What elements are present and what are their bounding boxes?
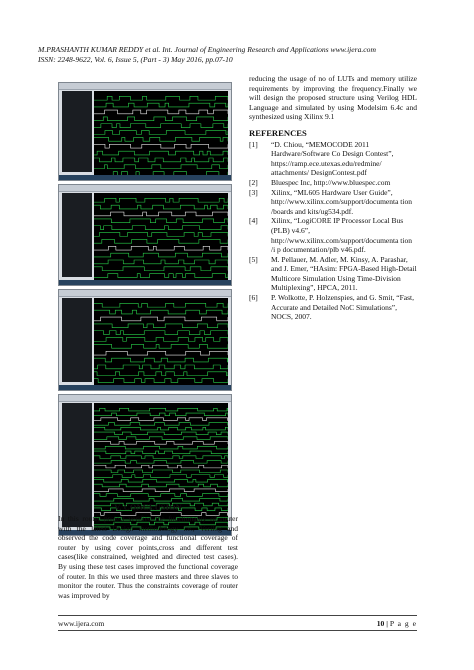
signal-trace	[94, 408, 228, 411]
continuation-paragraph: reducing the usage of no of LUTs and memory utilize requirements by improving the frequency.Finally we will design the proposed structure using Verilog HDL Language and simulated by using Modelsim 6.4c and synthesized using Xilinx 9.1	[249, 74, 417, 122]
signal-trace	[94, 418, 228, 421]
reference-number: [2]	[249, 177, 258, 187]
signal-trace	[94, 484, 228, 487]
waveform-traces-2	[94, 193, 228, 286]
signal-trace	[94, 226, 228, 230]
signal-trace	[94, 372, 228, 376]
reference-item	[249, 188, 417, 217]
signal-trace	[94, 117, 228, 121]
signal-trace	[94, 494, 228, 497]
signal-trace	[94, 96, 228, 100]
signal-trace	[94, 198, 228, 202]
signal-trace	[94, 379, 228, 383]
reference-number: [1]	[249, 139, 258, 149]
signal-trace	[94, 131, 228, 135]
signal-trace	[94, 470, 228, 473]
footer-site: www.ijera.com	[58, 618, 105, 628]
reference-item	[249, 293, 417, 322]
signal-trace	[94, 144, 228, 148]
reference-item	[249, 255, 417, 293]
page-number-value: 10	[376, 618, 385, 628]
simulation-waveform-screenshot-2	[58, 184, 232, 286]
page-footer	[58, 615, 417, 631]
page-label: P a g e	[389, 618, 417, 628]
signal-trace	[94, 219, 228, 223]
signal-trace	[94, 310, 228, 314]
reference-item	[249, 140, 417, 178]
reference-number: [5]	[249, 254, 258, 264]
references-heading: REFERENCES	[249, 127, 307, 138]
reference-text: P. Wolkotte, P. Holzenspies, and G. Smit, “Fast, Accurate and Detailed NoC Simulations”, NOCS, 2007.	[271, 293, 415, 322]
signal-trace	[94, 151, 228, 155]
signal-trace	[94, 233, 228, 237]
signal-trace	[94, 446, 228, 449]
reference-number: [6]	[249, 293, 258, 303]
reference-item	[249, 178, 417, 188]
signal-trace	[94, 253, 228, 257]
signal-trace	[94, 267, 228, 271]
signal-trace	[94, 137, 228, 141]
signal-trace	[94, 331, 228, 335]
reference-number: [3]	[249, 187, 258, 197]
signal-trace	[94, 324, 228, 328]
signal-trace	[94, 158, 228, 162]
signal-trace	[94, 338, 228, 342]
signal-trace	[94, 165, 228, 169]
signal-trace	[94, 442, 228, 445]
signal-trace	[94, 461, 228, 464]
waveform-traces-1	[94, 91, 228, 181]
signal-trace	[94, 317, 228, 321]
signal-trace	[94, 358, 228, 362]
conclusion-paragraph: In this router project verified the functionality of router with the latest Design methodology i.e., Verilog and observed the code coverage and functional coverage of router by using cover points,cross and different test cases(like constrained, weighted and directed test cases). By using these test cases improved the functional coverage of router. In this we used three masters and three slaves to monitor the router. Thus the constraints coverage of router was improved by	[58, 514, 238, 600]
simulation-waveform-screenshot-3	[58, 289, 232, 391]
signal-trace	[94, 212, 228, 216]
signal-trace	[94, 274, 228, 278]
header-citation: M.PRASHANTH KUMAR REDDY et al. Int. Journal of Engineering Research and Applications www.ijera.com	[38, 45, 376, 54]
signal-trace	[94, 423, 228, 426]
header-issn: ISSN: 2248-9622, Vol. 6, Issue 5, (Part - 3) May 2016, pp.07-10	[38, 55, 233, 64]
signal-trace	[94, 103, 228, 107]
reference-text: Xilinx, “ML605 Hardware User Guide”, http://www.xilinx.com/support/documenta tion /boards and kits/ug534.pdf.	[271, 187, 412, 216]
signal-trace	[94, 475, 228, 478]
signal-trace	[94, 246, 228, 250]
signal-trace	[94, 479, 228, 482]
signal-trace	[94, 351, 228, 355]
simulation-figures	[58, 82, 238, 539]
conclusion-heading: V. CONCLUSION	[114, 502, 182, 512]
signal-trace	[94, 465, 228, 468]
reference-text: M. Pellauer, M. Adler, M. Kinsy, A. Parashar, and J. Emer, “HAsim: FPGA-Based High-Detail Multicore Simulation Using Time-Division Multiplexing”, HPCA, 2011.	[271, 254, 417, 293]
signal-trace	[94, 303, 228, 307]
signal-trace	[94, 498, 228, 501]
signal-trace	[94, 260, 228, 264]
signal-trace	[94, 413, 228, 416]
signal-trace	[94, 432, 228, 435]
reference-item	[249, 216, 417, 254]
signal-trace	[94, 427, 228, 430]
signal-trace	[94, 344, 228, 348]
simulation-waveform-screenshot-1	[58, 82, 232, 181]
signal-trace	[94, 489, 228, 492]
signal-trace	[94, 205, 228, 209]
reference-text: “D. Chiou, “MEMOCODE 2011 Hardware/Software Co Design Contest”, https://ramp.ece.utexas.edu/redmine/ attachments/ DesignContest.pdf	[271, 139, 394, 178]
waveform-traces-3	[94, 298, 228, 391]
reference-text: Bluespec Inc, http://www.bluespec.com	[271, 177, 391, 187]
reference-text: Xilinx, “LogiCORE IP Processor Local Bus (PLB) v4.6”, http://www.xilinx.com/support/documenta tion /i p documentation/plb v46.pdf.	[271, 216, 412, 255]
journal-header	[38, 45, 438, 65]
reference-number: [4]	[249, 216, 258, 226]
signal-trace	[94, 239, 228, 243]
signal-trace	[94, 456, 228, 459]
signal-trace	[94, 110, 228, 114]
signal-trace	[94, 365, 228, 369]
signal-trace	[94, 124, 228, 128]
signal-trace	[94, 437, 228, 440]
right-column	[249, 74, 417, 322]
page-number: 10 | P a g e	[376, 618, 417, 628]
signal-trace	[94, 451, 228, 454]
